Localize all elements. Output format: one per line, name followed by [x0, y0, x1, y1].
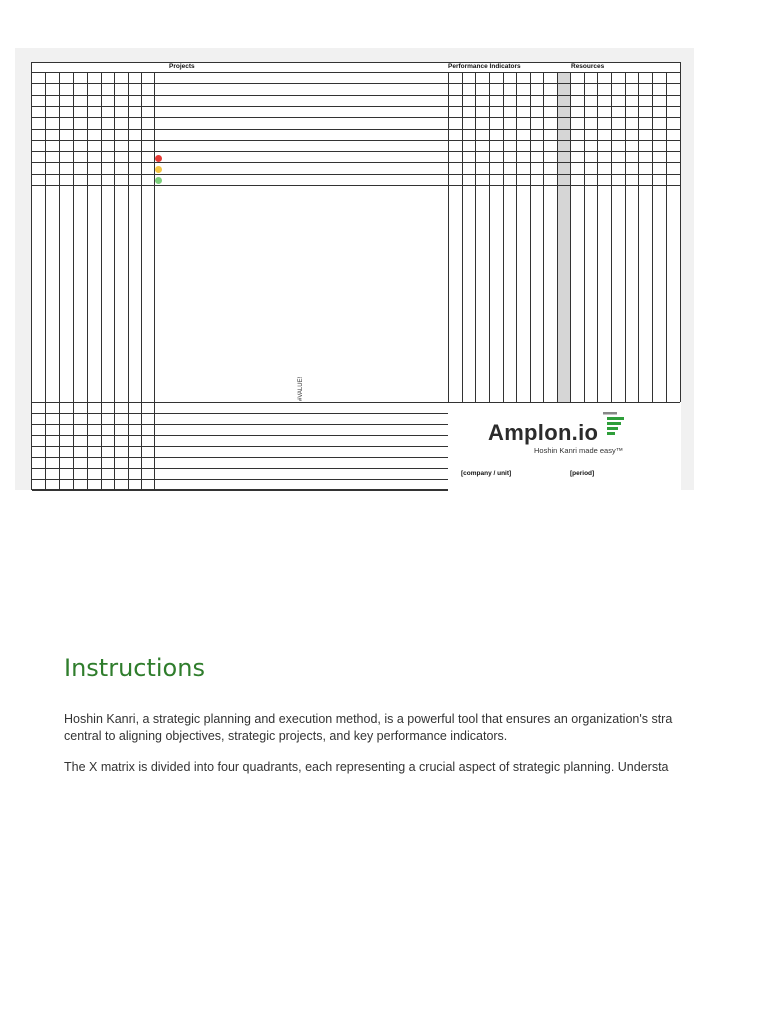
grid-vline — [448, 72, 449, 402]
grid-vline — [543, 72, 544, 402]
grid-hline — [32, 435, 448, 436]
company-unit-field[interactable]: [company / unit] — [461, 470, 512, 477]
logo-panel-top — [448, 402, 680, 403]
logo-tagline: Hoshin Kanri made easy™ — [534, 446, 624, 455]
grid-vline — [101, 72, 102, 490]
grid-vline — [87, 72, 88, 490]
resources-header: Resources — [571, 63, 605, 70]
grid-hline — [32, 457, 448, 458]
status-dot-red — [155, 155, 162, 162]
grid-vline — [557, 72, 558, 402]
grid-vline — [638, 72, 639, 402]
instructions-heading: Instructions — [64, 654, 205, 682]
grid-vline — [114, 72, 115, 490]
grid-vline — [128, 72, 129, 490]
grid-hline — [32, 95, 680, 96]
performance-indicators-header: Performance Indicators — [448, 63, 521, 70]
x-matrix-grid — [31, 62, 681, 490]
grid-hline — [32, 424, 448, 425]
grid-vline — [625, 72, 626, 402]
grid-hline — [32, 402, 448, 403]
grid-vline — [584, 72, 585, 402]
grid-vline — [597, 72, 598, 402]
grid-hline — [32, 490, 448, 491]
amplon-logo-icon — [601, 411, 625, 435]
grid-vline — [652, 72, 653, 402]
grid-hline — [32, 106, 680, 107]
grid-vline — [462, 72, 463, 402]
grid-hline — [32, 129, 680, 130]
value-error-cell: #VALUE! — [298, 376, 304, 401]
period-field[interactable]: [period] — [570, 470, 595, 477]
status-dot-yellow — [155, 166, 162, 173]
projects-header: Projects — [169, 63, 195, 70]
grid-hline — [32, 151, 680, 152]
grid-vline — [516, 72, 517, 402]
grid-vline — [611, 72, 612, 402]
separator-column — [557, 72, 570, 402]
instructions-paragraph-2: The X matrix is divided into four quadrants, each representing a crucial aspect of strategic planning. Understa — [64, 760, 669, 774]
grid-vline — [141, 72, 142, 490]
grid-vline — [503, 72, 504, 402]
grid-hline — [32, 83, 680, 84]
grid-hline — [32, 185, 680, 186]
grid-vline — [73, 72, 74, 490]
grid-vline — [489, 72, 490, 402]
grid-hline — [32, 413, 448, 414]
instructions-paragraph-1-line-1: Hoshin Kanri, a strategic planning and execution method, is a powerful tool that ensures an organization's stra — [64, 712, 673, 726]
grid-hline — [32, 468, 448, 469]
grid-hline — [32, 446, 448, 447]
grid-hline — [32, 479, 448, 480]
status-dot-green — [155, 177, 162, 184]
grid-vline — [570, 72, 571, 402]
grid-vline — [45, 72, 46, 490]
amplon-logo: Amplon.io — [488, 420, 599, 445]
grid-vline — [59, 72, 60, 490]
grid-vline — [530, 72, 531, 402]
instructions-paragraph-1-line-2: central to aligning objectives, strategic projects, and key performance indicators. — [64, 729, 508, 743]
logo-panel — [448, 402, 681, 490]
grid-hline — [32, 162, 680, 163]
grid-hline — [32, 174, 680, 175]
grid-vline — [666, 72, 667, 402]
grid-vline — [154, 72, 155, 490]
grid-vline — [475, 72, 476, 402]
grid-hline — [32, 117, 680, 118]
grid-hline — [32, 72, 680, 73]
grid-hline — [32, 140, 680, 141]
